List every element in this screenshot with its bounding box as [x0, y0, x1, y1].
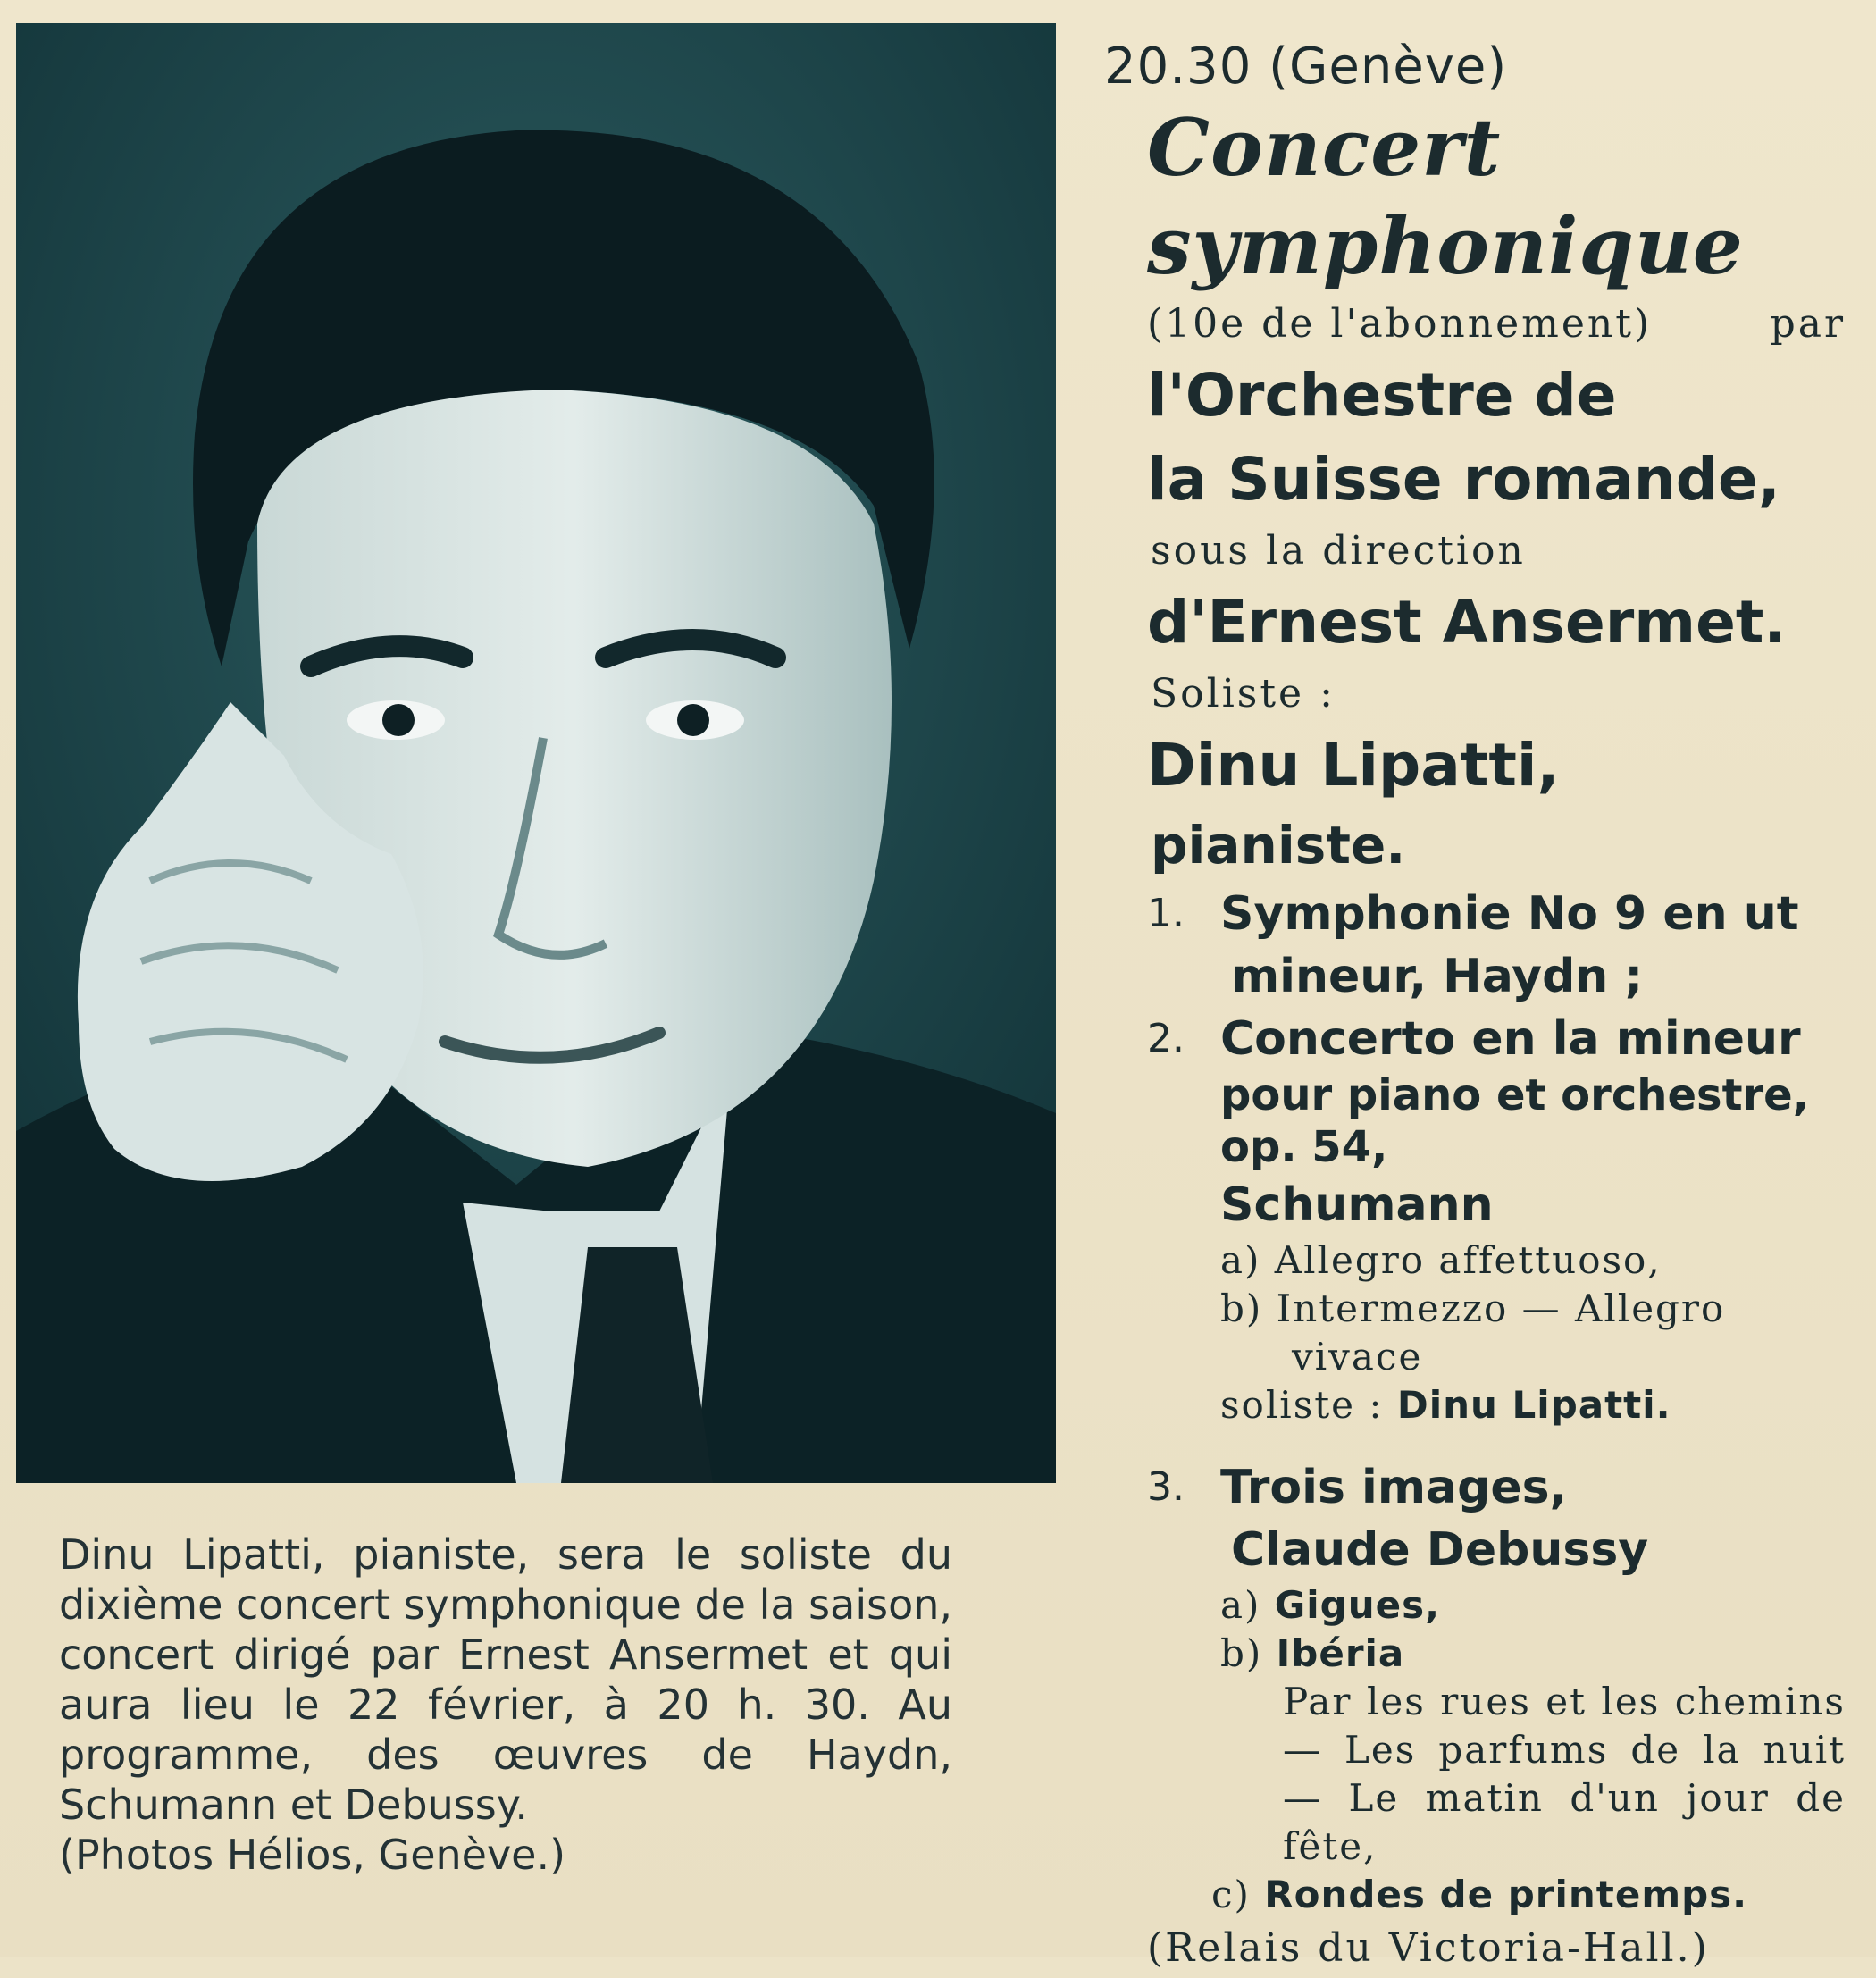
item-composer: Schumann: [1220, 1178, 1494, 1232]
programme-item-3: [1147, 1456, 1846, 1919]
conductor-name: d'Ernest Ansermet.: [1147, 588, 1787, 657]
movement-a: [1220, 1581, 1846, 1630]
item-title-line: Concerto en la mineur: [1220, 1012, 1801, 1066]
item-title-line: mineur, Haydn ;: [1231, 950, 1644, 1003]
subscription-note: (10e de l'abonnement): [1147, 301, 1653, 347]
caption-text: Dinu Lipatti, pianiste, sera le soliste du dixième concert symphonique de la saison, concert dirigé par Ernest Ansermet et qui aura lieu le 22 février, à 20 h. 30. Au programme, des œuvres de Haydn, Schumann et Debussy.: [59, 1530, 953, 1829]
soloist-role: pianiste.: [1151, 815, 1406, 876]
item-soloist-label: soliste :: [1220, 1383, 1384, 1427]
portrait-illustration: [16, 23, 1056, 1483]
programme-item-1: [1147, 883, 1846, 1008]
item-title-line: Symphonie No 9 en ut: [1220, 887, 1799, 941]
title-line-1: Concert: [1147, 101, 1502, 194]
subscription-line: [1147, 295, 1846, 354]
item-number: 1.: [1147, 891, 1185, 936]
item-number: 2.: [1147, 1016, 1185, 1061]
movement-a-label: a): [1220, 1583, 1261, 1627]
movement-c-label: c): [1211, 1873, 1251, 1916]
photo-caption: [59, 1530, 952, 1880]
soloist-label: Soliste :: [1151, 671, 1336, 717]
item-composer: Claude Debussy: [1231, 1523, 1649, 1577]
movement-b-detail: Par les rues et les chemins — Les parfums de la nuit — Le matin d'un jour de fête,: [1283, 1680, 1846, 1868]
item-title-line: pour piano et orchestre,: [1220, 1070, 1809, 1120]
orchestra-line-2: la Suisse romande,: [1147, 445, 1780, 514]
broadcast-time: 20.30 (Genève): [1104, 38, 1508, 96]
item-title-line: Trois images,: [1220, 1461, 1568, 1514]
orchestra-line-1: l'Orchestre de: [1147, 361, 1617, 430]
programme-item-2: [1147, 1008, 1846, 1429]
item-title-line: op. 54,: [1220, 1122, 1388, 1172]
spacer: [1104, 1429, 1846, 1456]
movement-b-label: b): [1220, 1631, 1263, 1675]
item-number: 3.: [1147, 1464, 1185, 1510]
soloist-name: Dinu Lipatti,: [1147, 731, 1560, 800]
programme-title: [1147, 98, 1846, 295]
item-soloist-name: Dinu Lipatti.: [1396, 1383, 1671, 1427]
item-soloist-line: [1220, 1381, 1846, 1429]
movement-b-title: Ibéria: [1276, 1631, 1405, 1675]
relay-note: (Relais du Victoria-Hall.): [1147, 1925, 1710, 1971]
movement-b-cont: vivace: [1292, 1335, 1423, 1379]
par-word: par: [1770, 301, 1846, 347]
movement-b: [1220, 1630, 1846, 1678]
movement-c: [1211, 1871, 1846, 1919]
photo-credit: (Photos Hélios, Genève.): [59, 1831, 566, 1879]
direction-label: sous la direction: [1151, 528, 1526, 574]
movement-a: a) Allegro affettuoso,: [1220, 1238, 1662, 1282]
movement-a-title: Gigues,: [1274, 1583, 1441, 1627]
portrait-photo: [16, 23, 1056, 1483]
movement-b: b) Intermezzo — Allegro: [1220, 1287, 1726, 1330]
movement-c-title: Rondes de printemps.: [1264, 1873, 1748, 1916]
concert-programme: [1104, 36, 1846, 1978]
title-line-2: symphonique: [1147, 199, 1744, 292]
